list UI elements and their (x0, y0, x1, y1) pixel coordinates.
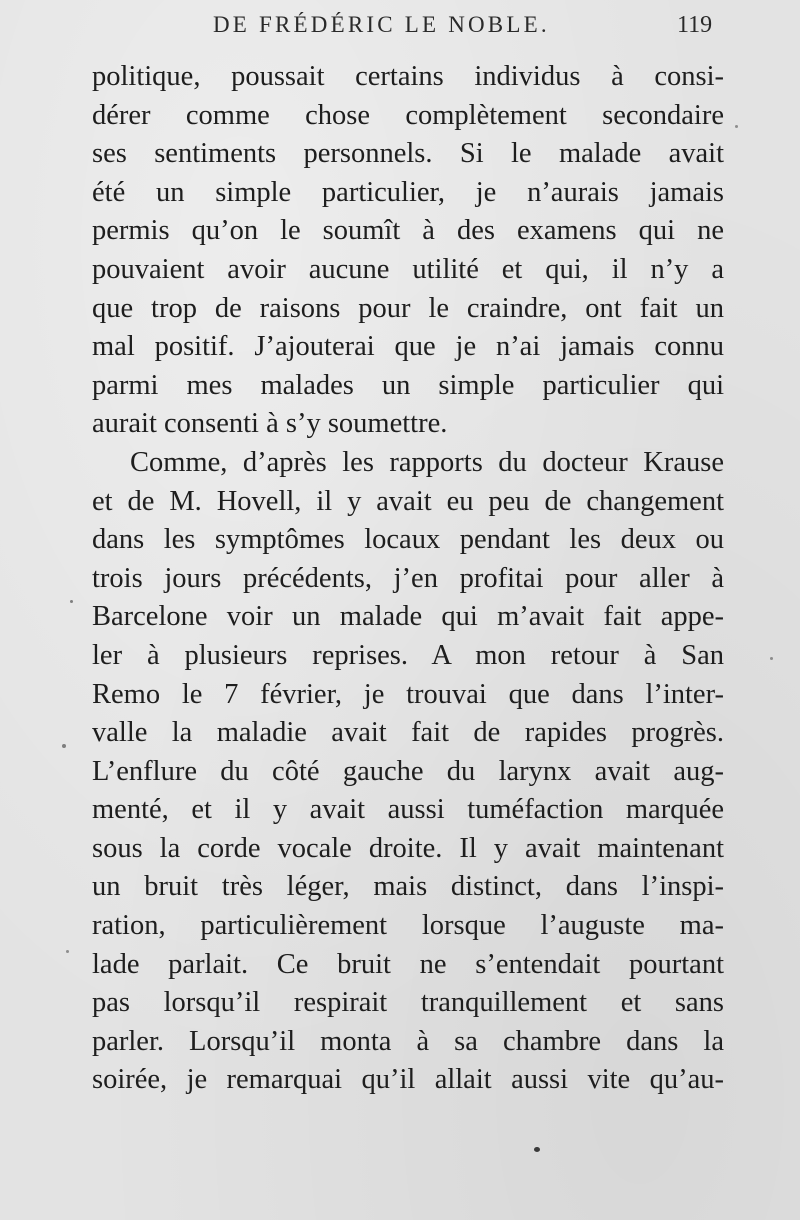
text-line: ration, particulièrement lorsque l’auguste ma- (92, 910, 724, 942)
text-line: soirée, je remarquai qu’il allait aussi vite qu’au- (92, 1064, 724, 1096)
text-line: parmi mes malades un simple particulier qui (92, 369, 724, 401)
text-line: valle la maladie avait fait de rapides progrès. (92, 717, 724, 749)
text-line: été un simple particulier, je n’aurais jamais (92, 176, 724, 208)
text-line: dans les symptômes locaux pendant les deux ou (92, 524, 724, 556)
ink-speck (534, 1147, 540, 1152)
ink-speck (70, 600, 73, 603)
text-line: politique, poussait certains individus à consi- (92, 61, 724, 92)
body-text (92, 58, 724, 1100)
text-line: parler. Lorsqu’il monta à sa chambre dans la (92, 1025, 724, 1057)
text-line: Barcelone voir un malade qui m’avait fait appe- (92, 601, 724, 633)
page-number: 119 (677, 12, 713, 38)
ink-speck (770, 657, 773, 660)
text-line: ler à plusieurs reprises. A mon retour à San (92, 639, 724, 671)
text-line: L’enflure du côté gauche du larynx avait aug- (92, 755, 724, 787)
ink-speck (62, 744, 66, 748)
text-line: sous la corde vocale droite. Il y avait maintenant (92, 832, 724, 864)
text-line: pas lorsqu’il respirait tranquillement et sans (92, 987, 724, 1019)
text-line: ses sentiments personnels. Si le malade avait (92, 138, 724, 170)
ink-speck (735, 125, 738, 128)
page-header (0, 10, 800, 46)
text-line: mal positif. J’ajouterai que je n’ai jamais connu (92, 331, 724, 363)
text-line: trois jours précédents, j’en profitai pour aller à (92, 562, 724, 594)
text-line: dérer comme chose complètement secondaire (92, 99, 724, 131)
ink-speck (66, 950, 69, 953)
running-title: DE FRÉDÉRIC LE NOBLE. (213, 12, 550, 37)
text-line: permis qu’on le soumît à des examens qui ne (92, 215, 724, 247)
text-line: lade parlait. Ce bruit ne s’entendait pourtant (92, 948, 724, 980)
text-line: et de M. Hovell, il y avait eu peu de changement (92, 485, 724, 517)
text-line: que trop de raisons pour le craindre, ont fait un (92, 292, 724, 324)
text-line: un bruit très léger, mais distinct, dans l’inspi- (92, 871, 724, 903)
text-line: aurait consenti à s’y soumettre. (92, 408, 448, 440)
paragraph-start-line: Comme, d’après les rapports du docteur Krause (130, 446, 724, 478)
text-line: Remo le 7 février, je trouvai que dans l’inter- (92, 678, 724, 710)
text-line: pouvaient avoir aucune utilité et qui, il n’y a (92, 253, 724, 285)
text-line: menté, et il y avait aussi tuméfaction marquée (92, 794, 724, 826)
